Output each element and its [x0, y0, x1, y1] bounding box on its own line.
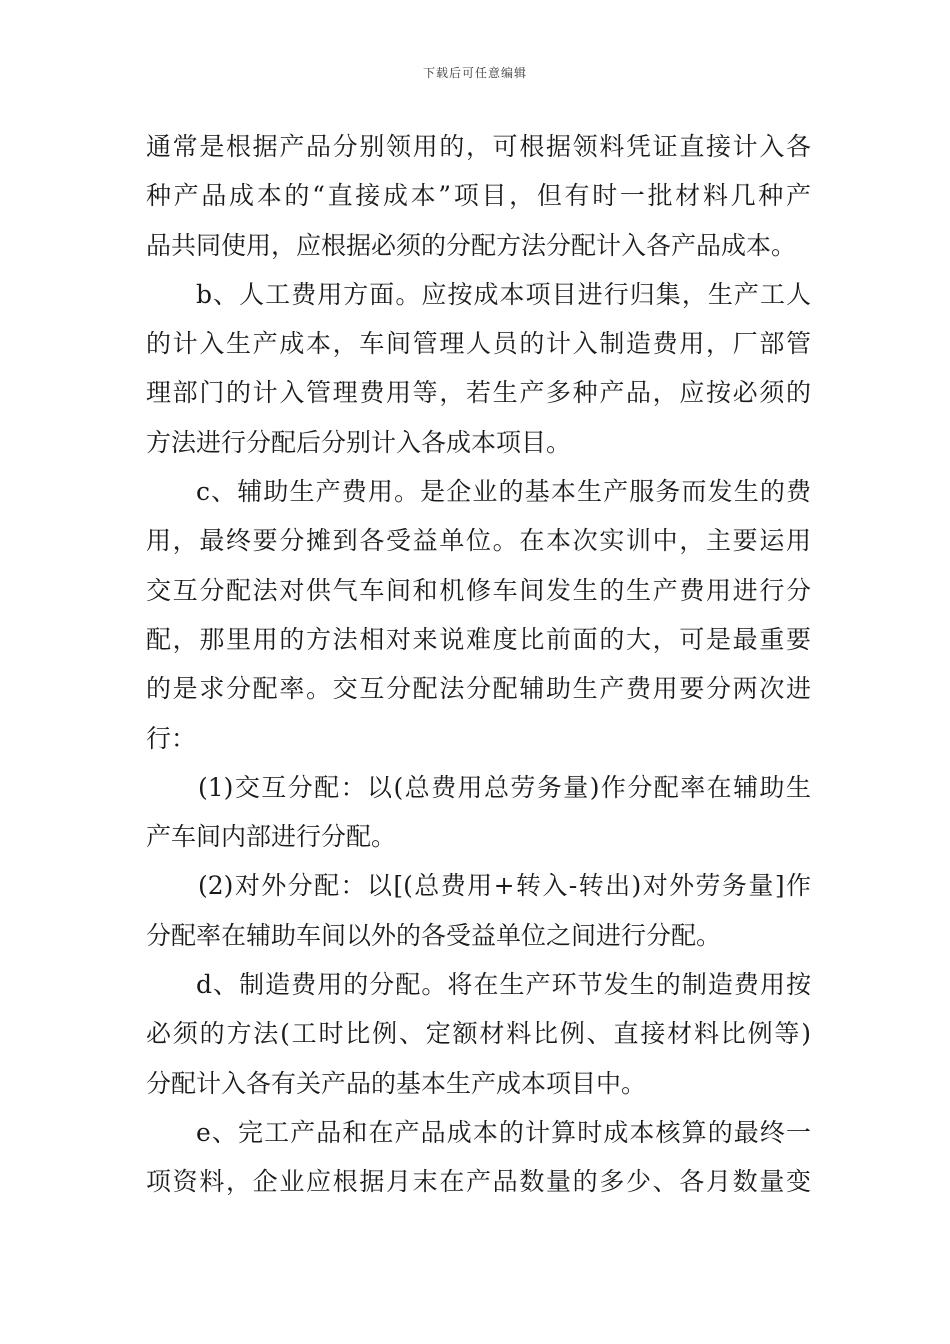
text-line: 分配率在辅助车间以外的各受益单位之间进行分配。 [146, 920, 722, 950]
text-line: 方法进行分配后分别计入各成本项目。 [146, 427, 572, 457]
paragraph-start-e: e、完工产品和在产品成本的计算时成本核算的最终一 [196, 1117, 811, 1147]
text-line: 产车间内部进行分配。 [146, 822, 397, 852]
text-line: 交互分配法对供气车间和机修车间发生的生产费用进行分 [146, 575, 811, 605]
text-line: 行： [146, 723, 197, 753]
text-line: 项资料，企业应根据月末在产品数量的多少、各月数量变 [146, 1167, 811, 1197]
text-line: 必须的方法(工时比例、定额材料比例、直接材料比例等) [146, 1019, 811, 1049]
text-line: 通常是根据产品分别领用的，可根据领料凭证直接计入各 [146, 132, 811, 161]
text-line: 的计入生产成本，车间管理人员的计入制造费用，厂部管 [146, 329, 811, 359]
text-line: 分配计入各有关产品的基本生产成本项目中。 [146, 1068, 647, 1098]
paragraph-start-c: c、辅助生产费用。是企业的基本生产服务而发生的费 [196, 477, 811, 507]
text-line: 品共同使用，应根据必须的分配方法分配计入各产品成本。 [146, 230, 797, 260]
text-line: 用，最终要分摊到各受益单位。在本次实训中，主要运用 [146, 526, 811, 556]
document-body [146, 122, 811, 1207]
text-line: 配，那里用的方法相对来说难度比前面的大，可是最重要 [146, 624, 811, 654]
paragraph-start-d: d、制造费用的分配。将在生产环节发生的制造费用按 [196, 970, 811, 1000]
text-line: 种产品成本的“直接成本”项目，但有时一批材料几种产 [146, 181, 811, 211]
page-header: 下载后可任意编辑 [422, 66, 527, 80]
paragraph-start-1: (1)交互分配：以(总费用总劳务量)作分配率在辅助生 [198, 772, 811, 802]
text-line: 的是求分配率。交互分配法分配辅助生产费用要分两次进 [146, 674, 811, 704]
text-line: 理部门的计入管理费用等，若生产多种产品，应按必须的 [146, 378, 811, 408]
paragraph-start-2: (2)对外分配：以[(总费用+转入-转出)对外劳务量]作 [198, 871, 811, 901]
paragraph-start-b: b、人工费用方面。应按成本项目进行归集，生产工人 [196, 279, 811, 309]
